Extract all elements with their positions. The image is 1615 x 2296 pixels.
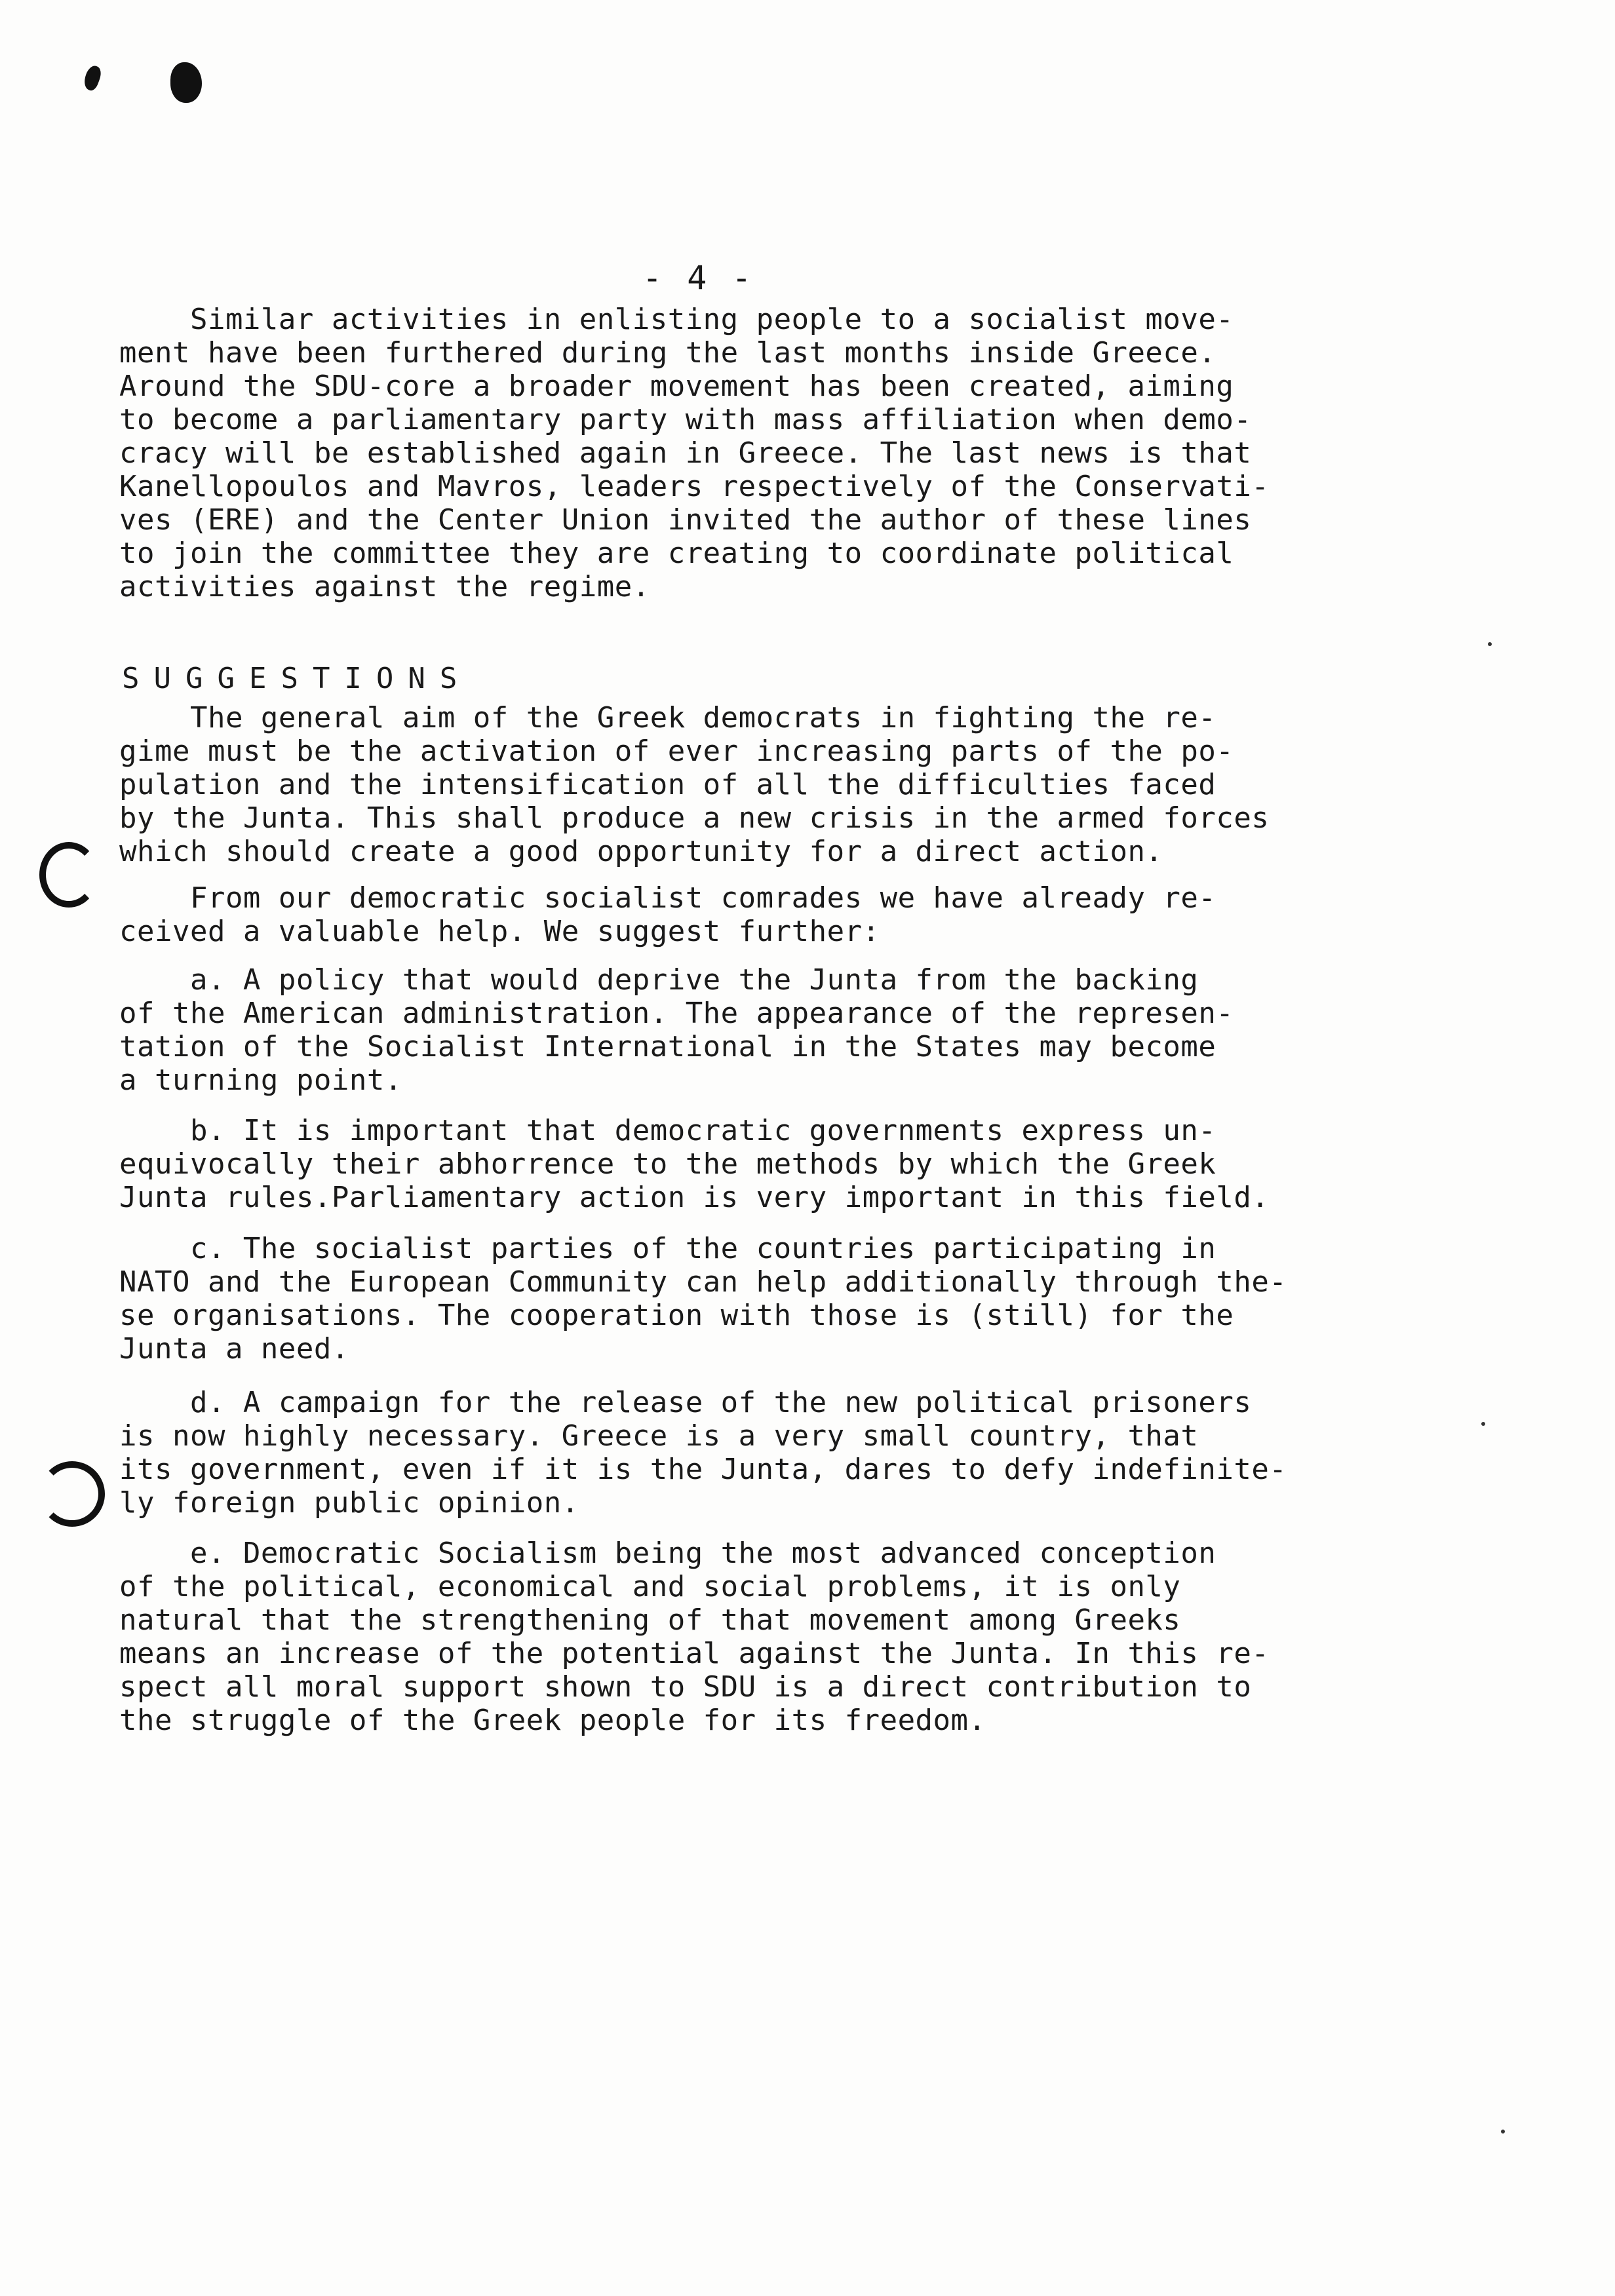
paragraph-activities: Similar activities in enlisting people to a socialist move- ment have been furthered during the last months inside Greece. Around the SDU-core a broader movement has been created, aiming to become a parliamentary party with mass affiliation when demo- cracy will be established again in Greece. The last news is that Kanellopoulos and Mavros, leaders respectively of the Conservati- ves (ERE) and the Center Union invited the author of these lines to join the committee they are creating to coordinate political activities against the regime.	[119, 303, 1270, 603]
page-number: - 4 -	[642, 259, 754, 297]
binder-hole-mark	[39, 1461, 105, 1527]
ink-blot-mark	[81, 64, 104, 92]
speck	[1488, 642, 1492, 646]
suggestion-item-e: e. Democratic Socialism being the most advanced conception of the political, economical and social problems, it is only natural that the strengthening of that movement among Greeks means an increase of the potential against the Junta. In this re- spect all moral support shown to SDU is a direct contribution to the struggle of the Greek people for its freedom.	[119, 1537, 1270, 1737]
paragraph-comrades: From our democratic socialist comrades we have already re- ceived a valuable help. We suggest further:	[119, 881, 1216, 948]
suggestion-item-c: c. The socialist parties of the countries participating in NATO and the European Community can help additionally through the- se organisations. The cooperation with those is (still) for the Junta a need.	[119, 1232, 1287, 1366]
suggestion-item-d: d. A campaign for the release of the new political prisoners is now highly necessary. Greece is a very small country, that its government, even if it is the Junta, dares to defy indefinite- ly foreign public opinion.	[119, 1386, 1287, 1520]
speck	[1481, 1422, 1485, 1426]
ink-blot-mark	[170, 62, 202, 103]
section-heading-suggestions: SUGGESTIONS	[122, 662, 472, 695]
speck	[1501, 2130, 1505, 2133]
paragraph-general-aim: The general aim of the Greek democrats in fighting the re- gime must be the activation of ever increasing parts of the po- pulation and the intensification of all the difficulties faced by the Junta. This shall produce a new crisis in the armed forces which should create a good opportunity for a direct action.	[119, 701, 1270, 868]
suggestion-item-a: a. A policy that would deprive the Junta from the backing of the American administration. The appearance of the represen- tation of the Socialist International in the States may become a turning point.	[119, 963, 1234, 1097]
suggestion-item-b: b. It is important that democratic governments express un- equivocally their abhorrence to the methods by which the Greek Junta rules.Parliamentary action is very important in this field.	[119, 1114, 1270, 1214]
binder-hole-mark	[39, 842, 98, 908]
